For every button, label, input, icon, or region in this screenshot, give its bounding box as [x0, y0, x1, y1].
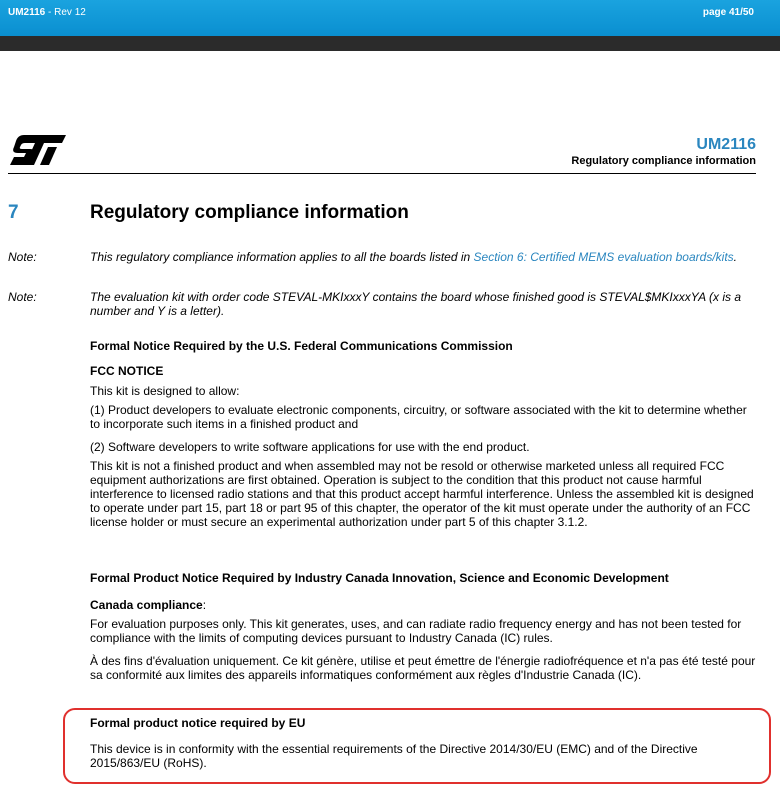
fcc-paragraph: This kit is designed to allow: — [90, 384, 240, 398]
eu-heading: Formal product notice required by EU — [90, 716, 306, 730]
header-divider — [8, 173, 756, 174]
section-title: Regulatory compliance information — [90, 202, 409, 223]
fcc-heading: Formal Notice Required by the U.S. Federal Communications Commission — [90, 339, 513, 353]
note-label: Note: — [8, 290, 37, 304]
section-link[interactable]: Section 6: Certified MEMS evaluation boards/kits — [473, 250, 734, 264]
note-text: The evaluation kit with order code STEVAL-MKIxxxY contains the board whose finished good is STEVAL$MKIxxxYA (x is a number and Y is a letter). — [90, 290, 741, 318]
header-doc-code: UM2116 — [696, 136, 756, 153]
canada-heading: Formal Product Notice Required by Industry Canada Innovation, Science and Economic Development — [90, 571, 669, 585]
fcc-subheading: FCC NOTICE — [90, 364, 164, 378]
fcc-paragraph: (1) Product developers to evaluate electronic components, circuitry, or software associated with the kit to determine whether to incorporate such items in a finished product and — [90, 403, 747, 431]
canada-paragraph: For evaluation purposes only. This kit generates, uses, and can radiate radio frequency energy and has not been tested for compliance with the limits of computing devices pursuant to Industry Canada (IC) rules. — [90, 617, 742, 645]
viewer-toolbar-shadow — [0, 36, 780, 51]
eu-paragraph: This device is in conformity with the essential requirements of the Directive 2014/30/EU (EMC) and of the Directive 2015/863/EU (RoHS). — [90, 742, 698, 770]
note-text: This regulatory compliance information applies to all the boards listed in Section 6: Certified MEMS evaluation boards/kits. — [90, 250, 737, 264]
canada-subheading-line: Canada compliance: — [90, 598, 207, 612]
highlight-annotation — [63, 708, 771, 784]
section-number: 7 — [8, 202, 19, 223]
revision: - Rev 12 — [45, 7, 86, 18]
canada-subheading: Canada compliance — [90, 598, 203, 612]
st-logo-icon — [8, 133, 68, 167]
document-id: UM2116 - Rev 12 — [8, 7, 86, 18]
fcc-paragraph: This kit is not a finished product and when assembled may not be resold or otherwise marketed unless all required FCC equipment authorizations are first obtained. Operation is subject to the condition that this product not cause harmful interference to licensed radio stations and that this product accept harmful interference. Unless the assembled kit is designed to operate under part 15, part 18 or part 95 of this chapter, the operator of the kit must operate under the authority of an FCC license holder or must secure an experimental authorization under part 5 of this chapter 3.1.2. — [90, 459, 754, 529]
note-label: Note: — [8, 250, 37, 264]
page-indicator: page 41/50 — [702, 7, 754, 18]
viewer-toolbar — [0, 0, 780, 36]
header-section-name: Regulatory compliance information — [571, 155, 756, 167]
canada-paragraph-fr: À des fins d'évaluation uniquement. Ce kit génère, utilise et peut émettre de l'énergie radiofréquence et n'a pas été testé pour sa conformité aux limites des appareils informatiques conformément aux règles d'Industrie Canada (IC). — [90, 654, 756, 682]
fcc-paragraph: (2) Software developers to write software applications for use with the end product. — [90, 440, 530, 454]
